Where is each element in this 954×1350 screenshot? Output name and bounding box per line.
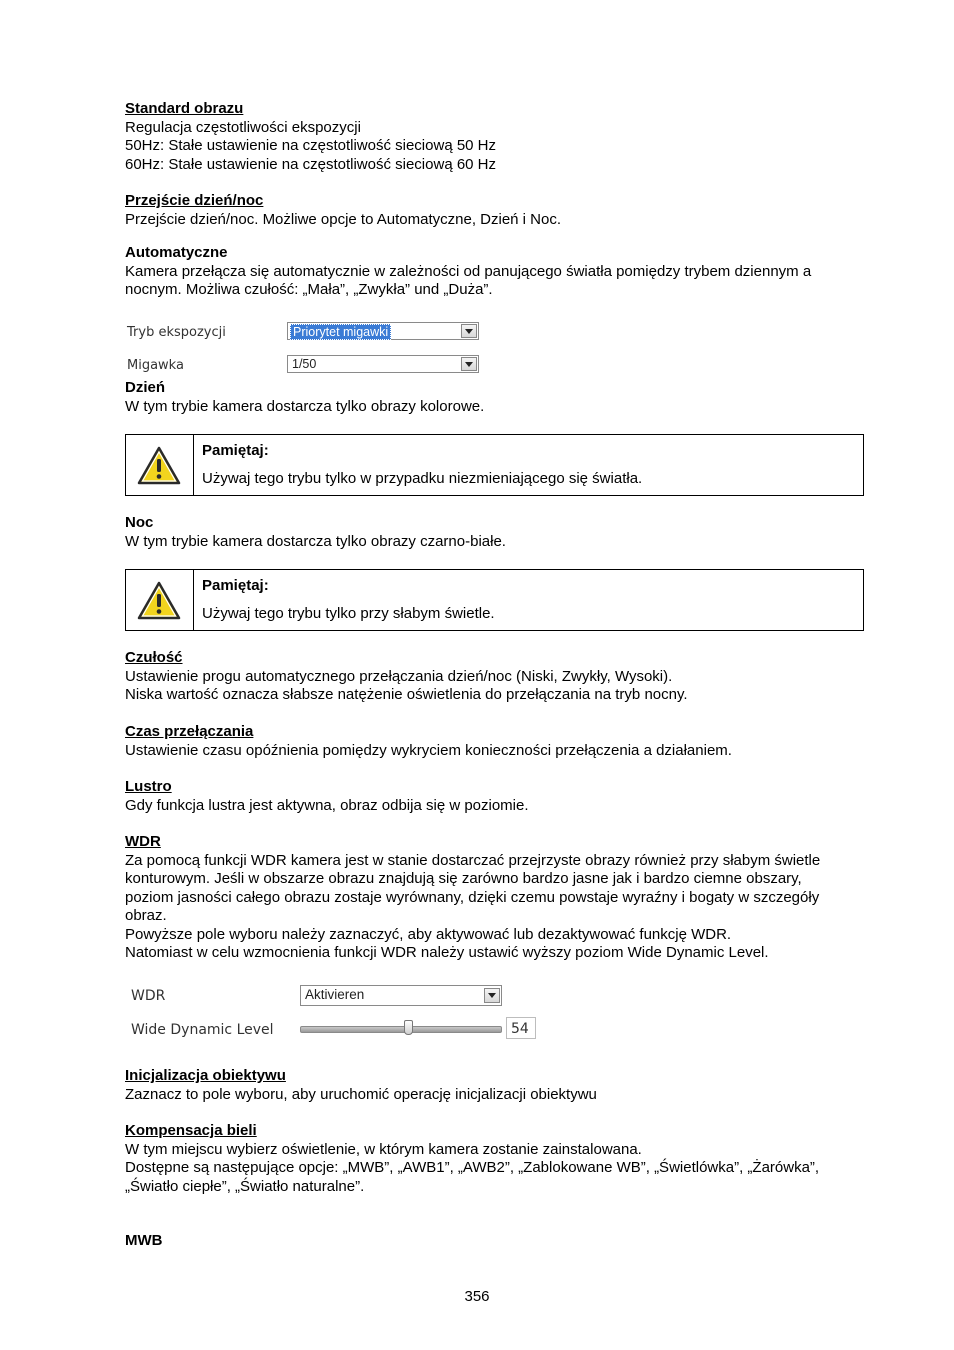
exposure-mode-value: Priorytet migawki bbox=[290, 324, 391, 340]
text-line: konturowym. Jeśli w obszarze obrazu znajdują się zarówno bardzo jasne jak i bardzo ciemne obszary, bbox=[125, 870, 802, 887]
section-mirror bbox=[125, 778, 875, 815]
text-line: Za pomocą funkcji WDR kamera jest w stanie dostarczać przejrzyste obrazy również przy słabym świetle bbox=[125, 851, 821, 869]
wdr-label: WDR bbox=[131, 988, 166, 1004]
text-line: W tym miejscu wybierz oświetlenie, w którym kamera zostanie zainstalowana. bbox=[125, 1140, 642, 1158]
heading-sensitivity: Czułość bbox=[125, 649, 183, 666]
text-line: „Światło ciepłe”, „Światło naturalne”. bbox=[125, 1177, 365, 1195]
heading-mwb: MWB bbox=[125, 1232, 163, 1249]
text-line: Regulacja częstotliwości ekspozycji bbox=[125, 118, 361, 136]
heading-switch-time: Czas przełączania bbox=[125, 723, 254, 740]
heading-mirror: Lustro bbox=[125, 778, 172, 795]
note-box-2 bbox=[125, 569, 864, 631]
text-line: Zaznacz to pole wyboru, aby uruchomić operację inicjalizacji obiektywu bbox=[125, 1085, 597, 1103]
wdr-value: Aktivieren bbox=[305, 987, 365, 1002]
text-line: Przejście dzień/noc. Możliwe opcje to Automatyczne, Dzień i Noc. bbox=[125, 210, 562, 228]
note-text: Używaj tego trybu tylko przy słabym świetle. bbox=[202, 605, 495, 622]
section-lens bbox=[125, 1067, 875, 1104]
text-line: Ustawienie progu automatycznego przełączania dzień/noc (Niski, Zwykły, Wysoki). bbox=[125, 667, 673, 685]
section-auto bbox=[125, 244, 875, 300]
note-box-1 bbox=[125, 434, 864, 496]
text-line: obraz. bbox=[125, 907, 167, 924]
heading-auto: Automatyczne bbox=[125, 244, 228, 261]
slider-track bbox=[300, 1026, 502, 1033]
warning-triangle-icon bbox=[137, 581, 181, 621]
page-number: 356 bbox=[464, 1288, 490, 1305]
text-line: Ustawienie czasu opóźnienia pomiędzy wykryciem konieczności przełączenia a działaniem. bbox=[125, 741, 732, 759]
text-line: Natomiast w celu wzmocnienia funkcji WDR należy ustawić wyższy poziom Wide Dynamic Level. bbox=[125, 944, 769, 961]
text-line: Gdy funkcja lustra jest aktywna, obraz odbija się w poziomie. bbox=[125, 796, 529, 814]
text-line: W tym trybie kamera dostarcza tylko obrazy kolorowe. bbox=[125, 397, 485, 415]
text-line: Niska wartość oznacza słabsze natężenie oświetlenia do przełączania na tryb nocny. bbox=[125, 686, 688, 703]
section-day bbox=[125, 379, 875, 416]
heading-wdr: WDR bbox=[125, 833, 161, 850]
heading-lens: Inicjalizacja obiektywu bbox=[125, 1067, 286, 1084]
shutter-select[interactable] bbox=[287, 355, 479, 373]
text-line: Powyższe pole wyboru należy zaznaczyć, aby aktywować lub dezaktywować funkcję WDR. bbox=[125, 925, 732, 943]
section-daynight bbox=[125, 192, 875, 229]
heading-standard: Standard obrazu bbox=[125, 100, 244, 117]
note-text: Używaj tego trybu tylko w przypadku niezmieniającego się światła. bbox=[202, 470, 643, 487]
text-line: poziom jasności całego obrazu zostaje wyrównany, dzięki czemu powstaje wyraźny i bogaty w szczegóły bbox=[125, 888, 820, 906]
wide-dynamic-level-slider[interactable] bbox=[300, 1023, 502, 1035]
section-mwb bbox=[125, 1232, 875, 1251]
note-title: Pamiętaj: bbox=[202, 442, 269, 459]
chevron-down-icon[interactable] bbox=[484, 988, 500, 1003]
level-label: Wide Dynamic Level bbox=[131, 1022, 274, 1038]
wdr-select[interactable] bbox=[300, 985, 502, 1006]
exposure-mode-select[interactable] bbox=[287, 322, 479, 340]
shutter-value: 1/50 bbox=[292, 357, 317, 371]
level-value-box[interactable] bbox=[506, 1017, 536, 1039]
shutter-label: Migawka bbox=[127, 358, 184, 373]
text-line: 60Hz: Stałe ustawienie na częstotliwość sieciową 60 Hz bbox=[125, 155, 497, 173]
section-wb bbox=[125, 1122, 875, 1196]
chevron-down-icon[interactable] bbox=[461, 357, 477, 371]
warning-triangle-icon bbox=[137, 446, 181, 486]
section-wdr bbox=[125, 833, 875, 963]
heading-day: Dzień bbox=[125, 379, 166, 396]
text-line: Dostępne są następujące opcje: „MWB”, „AWB1”, „AWB2”, „Zablokowane WB”, „Świetlówka”, „Żarówka”, bbox=[125, 1159, 820, 1176]
section-switch-time bbox=[125, 723, 875, 760]
section-night bbox=[125, 514, 875, 551]
text-line: W tym trybie kamera dostarcza tylko obrazy czarno-białe. bbox=[125, 532, 506, 550]
text-line: 50Hz: Stałe ustawienie na częstotliwość sieciową 50 Hz bbox=[125, 137, 497, 154]
text-line: Kamera przełącza się automatycznie w zależności od panującego światła pomiędzy trybem dziennym a bbox=[125, 262, 812, 280]
exposure-mode-label: Tryb ekspozycji bbox=[127, 325, 226, 340]
chevron-down-icon[interactable] bbox=[461, 324, 477, 338]
slider-thumb[interactable] bbox=[404, 1020, 413, 1035]
level-value: 54 bbox=[511, 1021, 529, 1037]
text-line: nocnym. Możliwa czułość: „Mała”, „Zwykła” und „Duża”. bbox=[125, 281, 493, 298]
section-sensitivity bbox=[125, 649, 875, 705]
heading-wb: Kompensacja bieli bbox=[125, 1122, 257, 1139]
heading-night: Noc bbox=[125, 514, 154, 531]
heading-daynight: Przejście dzień/noc bbox=[125, 192, 264, 209]
note-title: Pamiętaj: bbox=[202, 577, 269, 594]
section-standard bbox=[125, 100, 875, 174]
